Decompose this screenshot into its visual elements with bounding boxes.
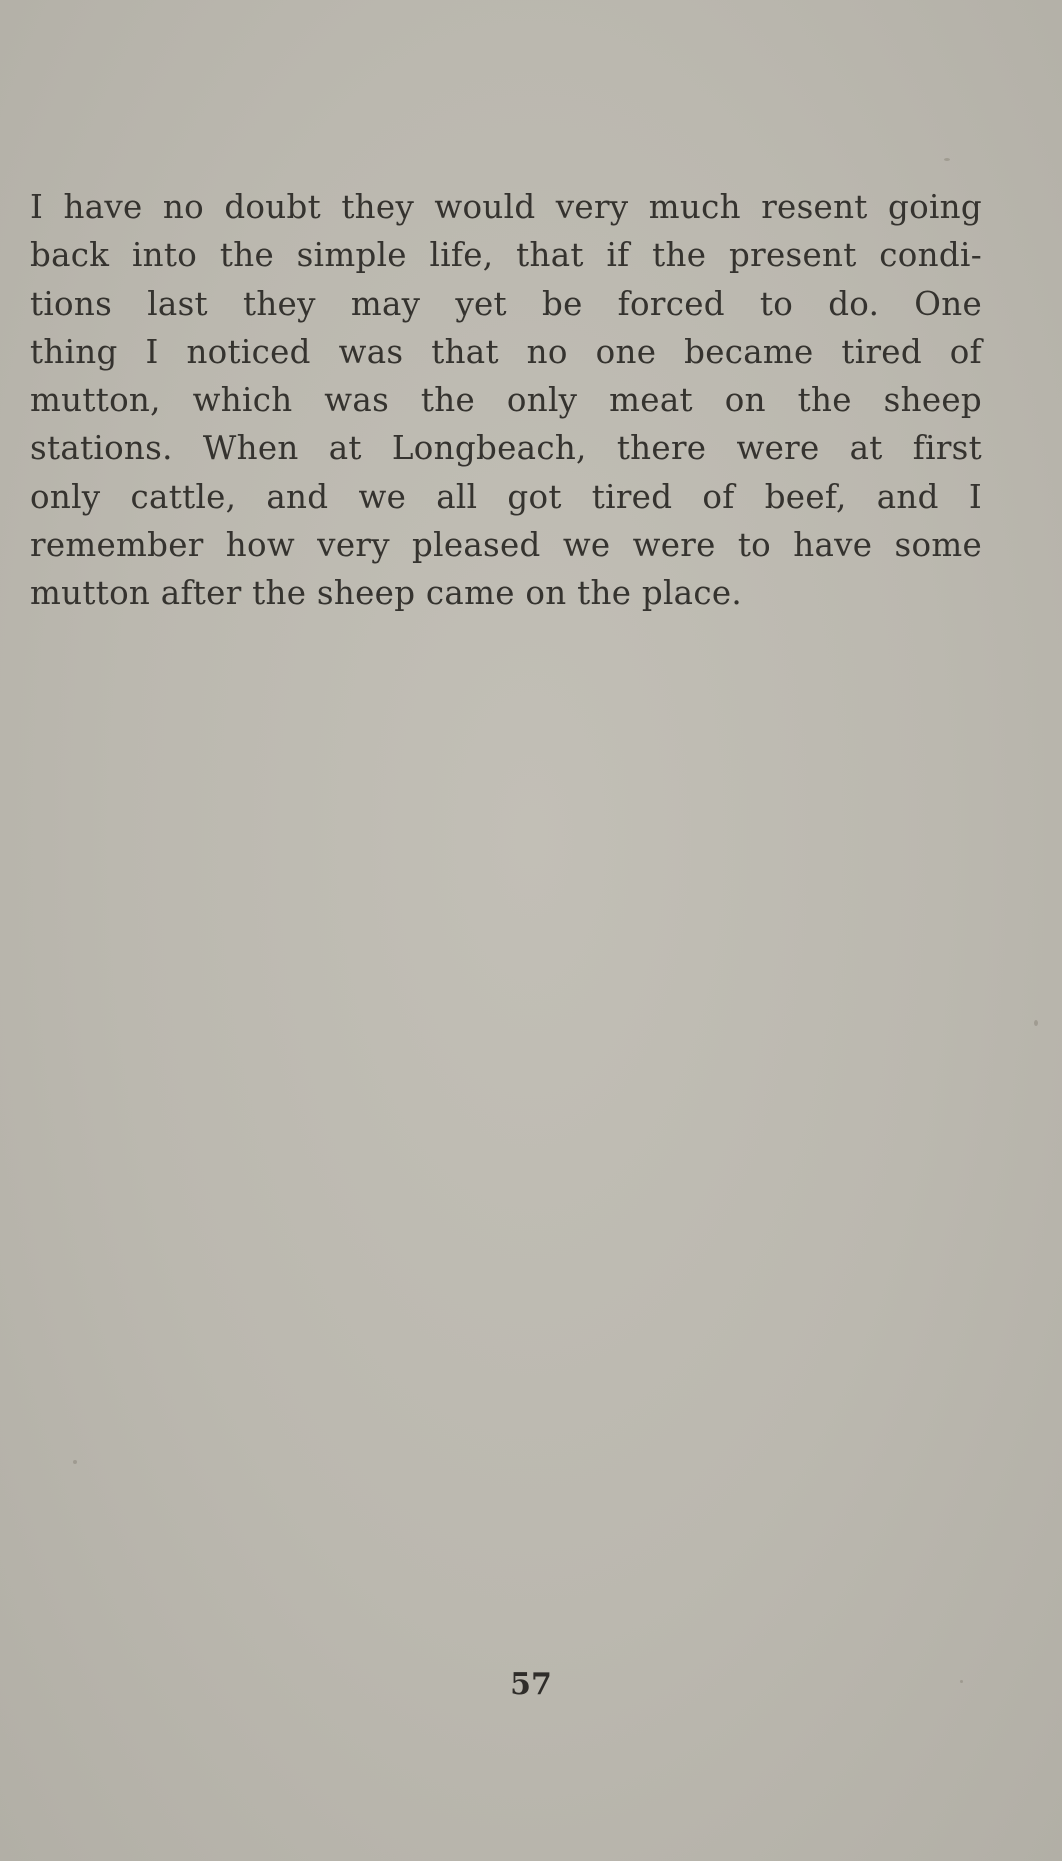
text-line: back into the simple life, that if the present condi-: [30, 236, 982, 275]
paper-speck: [960, 1680, 963, 1683]
text-line: I have no doubt they would very much resent going: [30, 188, 982, 226]
text-line: mutton, which was the only meat on the sheep: [30, 381, 982, 420]
text-line: tions last they may yet be forced to do. One: [30, 284, 982, 323]
paper-speck: [73, 1460, 77, 1464]
text-line: mutton after the sheep came on the place.: [30, 574, 743, 613]
paper-speck: [944, 158, 950, 161]
page-number: 57: [510, 1667, 552, 1702]
text-line: stations. When at Longbeach, there were at first: [30, 429, 982, 468]
text-line: only cattle, and we all got tired of beef, and I: [30, 477, 982, 516]
text-line: thing I noticed was that no one became tired of: [30, 332, 982, 371]
text-line: remember how very pleased we were to have some: [30, 526, 982, 565]
paper-speck: [1034, 1020, 1038, 1026]
body-paragraph: [30, 183, 982, 618]
